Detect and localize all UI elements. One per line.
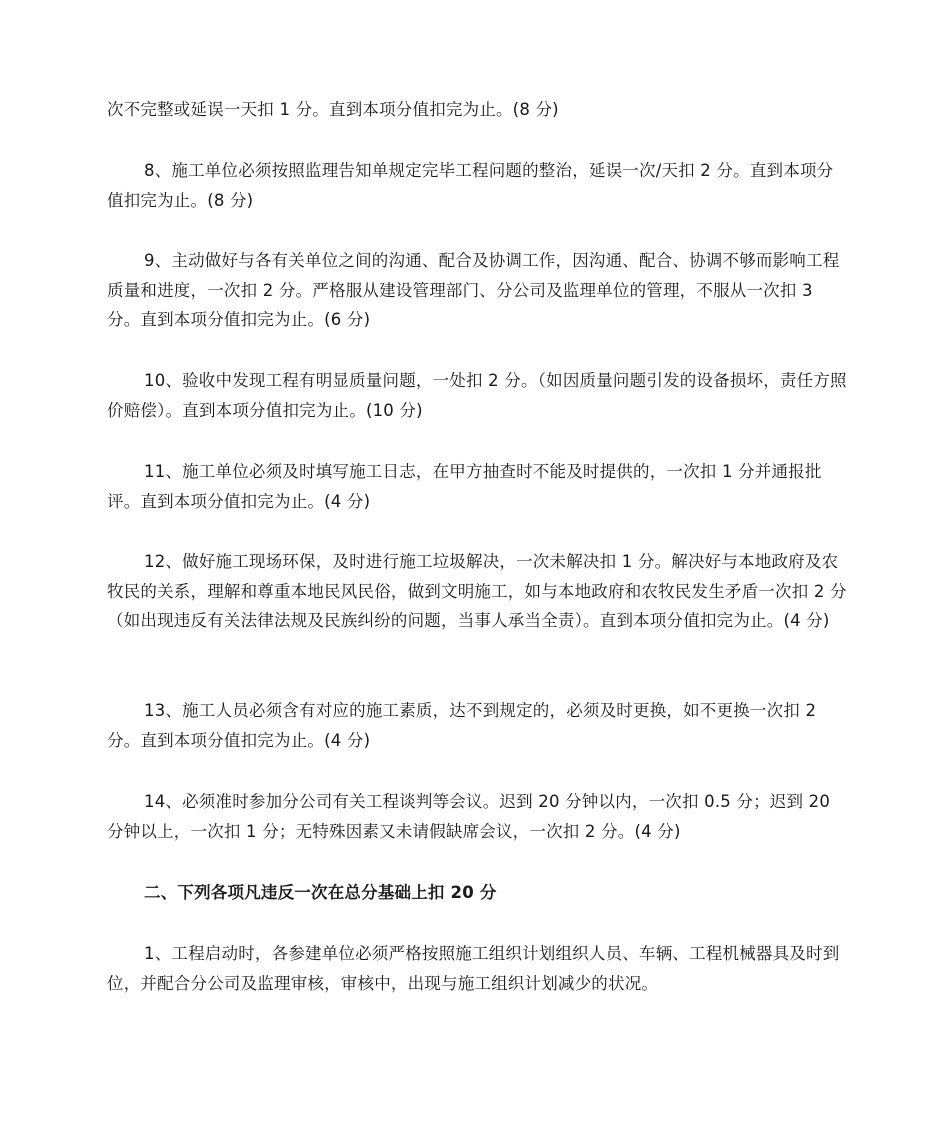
paragraph-item-q1: 1、工程启动时，各参建单位必须严格按照施工组织计划组织人员、车辆、工程机械器具及时到位，并配合分公司及监理审核，审核中，出现与施工组织计划减少的状况。	[107, 944, 840, 993]
paragraph-item-7-tail: 次不完整或延误一天扣 1 分。直到本项分值扣完为止。(8 分)	[107, 100, 559, 119]
paragraph-item-9: 9、主动做好与各有关单位之间的沟通、配合及协调工作，因沟通、配合、协调不够而影响工程质量和进度，一次扣 2 分。严格服从建设管理部门、分公司及监理单位的管理，不服从一次扣 3 分。直到本项分值扣完为止。(6 分)	[107, 251, 840, 329]
paragraph-item-10: 10、验收中发现工程有明显质量问题，一处扣 2 分。（如因质量问题引发的设备损坏，责任方照价赔偿）。直到本项分值扣完为止。(10 分)	[107, 371, 847, 420]
paragraph-item-11: 11、施工单位必须及时填写施工日志，在甲方抽查时不能及时提供的，一次扣 1 分并通报批评。直到本项分值扣完为止。(4 分)	[107, 462, 822, 511]
paragraph-item-12: 12、做好施工现场环保，及时进行施工垃圾解决，一次未解决扣 1 分。解决好与本地政府及农牧民的关系，理解和尊重本地民风民俗，做到文明施工，如与本地政府和农牧民发生矛盾一次扣 2 分（如出现违反有关法律法规及民族纠纷的问题，当事人承当全责）。直到本项分值扣完为止。(4 分)	[107, 552, 847, 630]
paragraph-item-13: 13、施工人员必须含有对应的施工素质，达不到规定的，必须及时更换，如不更换一次扣 2 分。直到本项分值扣完为止。(4 分)	[107, 701, 817, 750]
section-heading-2: 二、下列各项凡违反一次在总分基础上扣 20 分	[144, 883, 497, 902]
paragraph-item-14: 14、必须准时参加分公司有关工程谈判等会议。迟到 20 分钟以内，一次扣 0.5 分；迟到 20 分钟以上，一次扣 1 分；无特殊因素又未请假缺席会议，一次扣 2 分。(4 分)	[107, 792, 831, 841]
paragraph-item-8: 8、施工单位必须按照监理告知单规定完毕工程问题的整治，延误一次/天扣 2 分。直到本项分值扣完为止。(8 分)	[107, 161, 834, 210]
